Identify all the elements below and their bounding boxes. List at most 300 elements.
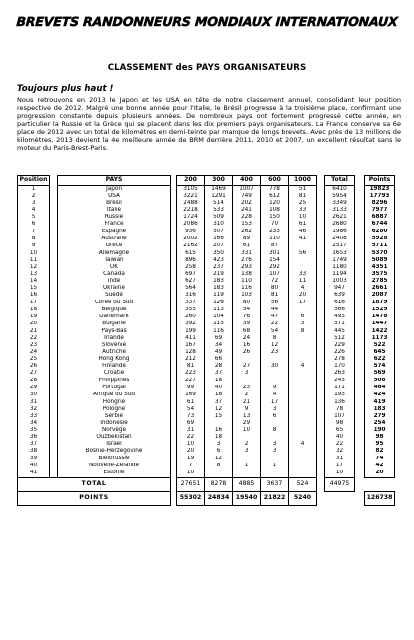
- cell-total: 170: [325, 363, 355, 370]
- cell-pays: Biélorussie: [58, 456, 171, 463]
- cell-1000: [289, 427, 317, 434]
- table-row: [18, 456, 395, 463]
- cell-total: 229: [325, 342, 355, 349]
- cell-total: 947: [325, 285, 355, 292]
- cell-300: 113: [205, 307, 233, 314]
- cell-300: 40: [205, 385, 233, 392]
- cell-1000: [289, 399, 317, 406]
- cell-position: 35: [18, 427, 50, 434]
- cell-total: 3133: [325, 207, 355, 214]
- cell-pays: Norvège: [58, 427, 171, 434]
- cell-position: 26: [18, 363, 50, 370]
- cell-300: 116: [205, 328, 233, 335]
- cell-600: 22: [261, 321, 289, 328]
- cell-600: 44: [261, 307, 289, 314]
- total-200: 27651: [177, 477, 205, 491]
- cell-total: 1749: [325, 257, 355, 264]
- cell-600: 80: [261, 285, 289, 292]
- cell-300: 126: [205, 300, 233, 307]
- points-400: 19540: [233, 491, 261, 505]
- cell-600: 12: [261, 342, 289, 349]
- cell-1000: [289, 243, 317, 250]
- table-row: [18, 328, 395, 335]
- cell-300: 69: [205, 335, 233, 342]
- cell-400: 3: [233, 370, 261, 377]
- cell-total: 1180: [325, 264, 355, 271]
- cell-points: 622: [365, 356, 395, 363]
- cell-300: 533: [205, 207, 233, 214]
- table-row: [18, 300, 395, 307]
- cell-400: 2: [233, 441, 261, 448]
- cell-200: 199: [177, 328, 205, 335]
- cell-pays: Suède: [58, 292, 171, 299]
- cell-400: 293: [233, 264, 261, 271]
- cell-1000: 8: [289, 328, 317, 335]
- cell-200: 227: [177, 378, 205, 385]
- cell-pays: Danemark: [58, 314, 171, 321]
- cell-position: 32: [18, 406, 50, 413]
- table-row: [18, 434, 395, 441]
- cell-points: 17793: [365, 193, 395, 200]
- cell-points: 5711: [365, 243, 395, 250]
- intro-paragraph: Nous retrouvons en 2013 le Japon et les USA en tête de notre classement annuel, consolidant leur position respective de 2012. Malgré une bonne année pour l'Italie, le Brésil progresse à la troisième place, confirmant une progression constante depuis plusieurs années. De nombreux pays ont fortement progressé cette année, en particulier la Russie et la Grèce qui se placent dans les dix premiers pays organisateurs. La France conserve sa 6e place de 2012 avec un total de kilomètres en demi-teinte par manque de longs brevets. Avec près de 13 millions de kilomètres, 2013 devient la 4e meilleure année de BRM derrière 2011, 2010 et 2007, un excellent résultat sans le moteur du Paris-Brest-Paris.: [17, 96, 401, 153]
- cell-1000: 11: [289, 278, 317, 285]
- cell-1000: [289, 470, 317, 478]
- cell-pays: Espagne: [58, 229, 171, 236]
- cell-total: 278: [325, 356, 355, 363]
- cell-400: [233, 356, 261, 363]
- cell-300: 104: [205, 314, 233, 321]
- cell-300: 15: [205, 413, 233, 420]
- cell-1000: [289, 370, 317, 377]
- section-heading: Toujours plus haut !: [17, 84, 114, 94]
- cell-600: 70: [261, 221, 289, 228]
- cell-600: 9: [261, 385, 289, 392]
- cell-total: 171: [325, 385, 355, 392]
- cell-600: 4: [261, 392, 289, 399]
- cell-pays: Hong Kong: [58, 356, 171, 363]
- cell-points: 42: [365, 463, 395, 470]
- cell-points: 645: [365, 349, 395, 356]
- cell-400: 9: [233, 406, 261, 413]
- cell-200: 7: [177, 463, 205, 470]
- total-600: 3637: [261, 477, 289, 491]
- cell-300: 6: [205, 448, 233, 455]
- cell-pays: Irlande: [58, 335, 171, 342]
- cell-300: 18: [205, 392, 233, 399]
- cell-600: [261, 356, 289, 363]
- cell-pays: Belgique: [58, 307, 171, 314]
- cell-position: 21: [18, 328, 50, 335]
- ranking-table: [17, 175, 395, 506]
- cell-1000: 33: [289, 207, 317, 214]
- cell-600: 47: [261, 314, 289, 321]
- table-row: [18, 285, 395, 292]
- cell-position: 31: [18, 399, 50, 406]
- cell-points: 424: [365, 392, 395, 399]
- cell-400: 3: [233, 448, 261, 455]
- cell-total: 107: [325, 413, 355, 420]
- cell-300: 34: [205, 342, 233, 349]
- total-total: 44975: [325, 477, 355, 491]
- cell-400: 138: [233, 271, 261, 278]
- cell-points: 419: [365, 399, 395, 406]
- cell-600: 778: [261, 186, 289, 194]
- cell-1000: [289, 342, 317, 349]
- cell-400: 39: [233, 321, 261, 328]
- table-row: [18, 420, 395, 427]
- cell-200: 223: [177, 370, 205, 377]
- page-subtitle: CLASSEMENT des PAYS ORGANISATEURS: [107, 63, 307, 73]
- cell-position: 9: [18, 243, 50, 250]
- cell-600: 235: [261, 229, 289, 236]
- cell-400: 1007: [233, 186, 261, 194]
- points-row: [18, 491, 395, 505]
- header-200: 200: [177, 176, 205, 186]
- cell-1000: 4: [289, 441, 317, 448]
- cell-600: 3: [261, 406, 289, 413]
- cell-300: 18: [205, 378, 233, 385]
- cell-1000: [289, 406, 317, 413]
- cell-total: 65: [325, 427, 355, 434]
- points-200: 55302: [177, 491, 205, 505]
- cell-300: 12: [205, 406, 233, 413]
- cell-300: 49: [205, 349, 233, 356]
- cell-600: 110: [261, 236, 289, 243]
- cell-300: [205, 420, 233, 427]
- cell-300: 183: [205, 285, 233, 292]
- cell-position: 33: [18, 413, 50, 420]
- cell-pays: Grèce: [58, 243, 171, 250]
- cell-400: 26: [233, 349, 261, 356]
- points-300: 24834: [205, 491, 233, 505]
- cell-200: 1724: [177, 214, 205, 221]
- header-300: 300: [205, 176, 233, 186]
- cell-pays: Estonie: [58, 470, 171, 478]
- cell-pays: Finlande: [58, 363, 171, 370]
- cell-1000: [289, 463, 317, 470]
- cell-200: 10: [177, 441, 205, 448]
- cell-position: 2: [18, 193, 50, 200]
- cell-position: 20: [18, 321, 50, 328]
- cell-400: 27: [233, 363, 261, 370]
- cell-1000: [289, 356, 317, 363]
- table-row: [18, 399, 395, 406]
- cell-400: [233, 470, 261, 478]
- cell-1000: [289, 257, 317, 264]
- cell-600: 292: [261, 264, 289, 271]
- cell-1000: 81: [289, 193, 317, 200]
- cell-300: 12: [205, 456, 233, 463]
- cell-200: 260: [177, 314, 205, 321]
- cell-400: 23: [233, 385, 261, 392]
- cell-600: 108: [261, 207, 289, 214]
- cell-pays: Canada: [58, 271, 171, 278]
- total-label: TOTAL: [18, 477, 171, 491]
- cell-position: 13: [18, 271, 50, 278]
- table-row: [18, 349, 395, 356]
- cell-total: 136: [325, 399, 355, 406]
- table-row: [18, 370, 395, 377]
- cell-points: 1447: [365, 321, 395, 328]
- table-row: [18, 378, 395, 385]
- cell-total: 263: [325, 370, 355, 377]
- cell-1000: [289, 307, 317, 314]
- cell-400: 202: [233, 200, 261, 207]
- cell-pays: Pays-Bas: [58, 328, 171, 335]
- cell-points: 2785: [365, 278, 395, 285]
- cell-600: [261, 434, 289, 441]
- cell-200: 19: [177, 456, 205, 463]
- table-row: [18, 321, 395, 328]
- cell-position: 23: [18, 342, 50, 349]
- cell-200: 2002: [177, 236, 205, 243]
- cell-300: 28: [205, 363, 233, 370]
- table-row: [18, 264, 395, 271]
- cell-points: 279: [365, 413, 395, 420]
- cell-1000: 33: [289, 271, 317, 278]
- table-row: [18, 229, 395, 236]
- table-row: [18, 441, 395, 448]
- cell-400: [233, 378, 261, 385]
- points-1000: 5240: [289, 491, 317, 505]
- cell-pays: Inde: [58, 278, 171, 285]
- table-row: [18, 427, 395, 434]
- cell-1000: 51: [289, 186, 317, 194]
- cell-600: [261, 420, 289, 427]
- cell-position: 7: [18, 229, 50, 236]
- cell-1000: [289, 385, 317, 392]
- cell-pays: Indonésie: [58, 420, 171, 427]
- cell-200: 69: [177, 420, 205, 427]
- cell-200: 392: [177, 321, 205, 328]
- cell-points: 5089: [365, 257, 395, 264]
- cell-1000: 6: [289, 314, 317, 321]
- cell-total: 40: [325, 434, 355, 441]
- cell-pays: Serbie: [58, 413, 171, 420]
- cell-200: 564: [177, 285, 205, 292]
- cell-pays: Australie: [58, 236, 171, 243]
- cell-total: 17: [325, 463, 355, 470]
- table-row: [18, 413, 395, 420]
- cell-pays: Slovénie: [58, 342, 171, 349]
- header-points: Points: [365, 176, 395, 186]
- cell-600: 87: [261, 243, 289, 250]
- cell-points: 508: [365, 378, 395, 385]
- cell-points: 98: [365, 434, 395, 441]
- cell-200: 22: [177, 434, 205, 441]
- table-row: [18, 356, 395, 363]
- cell-total: 445: [325, 328, 355, 335]
- cell-total: 1986: [325, 229, 355, 236]
- cell-position: 4: [18, 207, 50, 214]
- cell-200: 167: [177, 342, 205, 349]
- cell-pays: Ouzbékistan: [58, 434, 171, 441]
- cell-pays: Hongrie: [58, 399, 171, 406]
- cell-position: 12: [18, 264, 50, 271]
- cell-position: 27: [18, 370, 50, 377]
- cell-position: 37: [18, 441, 50, 448]
- cell-300: 350: [205, 250, 233, 257]
- cell-300: 3: [205, 441, 233, 448]
- cell-300: [205, 470, 233, 478]
- cell-300: 37: [205, 399, 233, 406]
- cell-400: 10: [233, 427, 261, 434]
- table-row: [18, 200, 395, 207]
- cell-1000: 46: [289, 229, 317, 236]
- cell-200: 896: [177, 257, 205, 264]
- cell-points: 522: [365, 342, 395, 349]
- cell-400: 1: [233, 463, 261, 470]
- cell-200: 936: [177, 229, 205, 236]
- cell-400: 331: [233, 250, 261, 257]
- cell-position: 11: [18, 257, 50, 264]
- table-row: [18, 257, 395, 264]
- cell-pays: Brésil: [58, 200, 171, 207]
- cell-points: 20: [365, 470, 395, 478]
- cell-600: 6: [261, 413, 289, 420]
- table-row: [18, 406, 395, 413]
- cell-200: 128: [177, 349, 205, 356]
- cell-total: 571: [325, 321, 355, 328]
- points-total: 126738: [365, 491, 395, 505]
- points-label: POINTS: [18, 491, 171, 505]
- cell-400: 749: [233, 193, 261, 200]
- cell-total: 2680: [325, 221, 355, 228]
- cell-points: 190: [365, 427, 395, 434]
- cell-1000: 4: [289, 363, 317, 370]
- cell-points: 3575: [365, 271, 395, 278]
- cell-600: 72: [261, 278, 289, 285]
- cell-200: 2162: [177, 243, 205, 250]
- cell-1000: [289, 349, 317, 356]
- cell-400: 153: [233, 221, 261, 228]
- cell-position: 14: [18, 278, 50, 285]
- cell-points: 6887: [365, 214, 395, 221]
- cell-300: 18: [205, 434, 233, 441]
- cell-1000: [289, 420, 317, 427]
- cell-200: 615: [177, 250, 205, 257]
- header-position: Position: [18, 176, 50, 186]
- table-row: [18, 335, 395, 342]
- table-header-row: [18, 176, 395, 186]
- cell-pays: Bulgarie: [58, 321, 171, 328]
- cell-total: 1194: [325, 271, 355, 278]
- cell-600: [261, 456, 289, 463]
- total-1000: 524: [289, 477, 317, 491]
- cell-points: 6280: [365, 229, 395, 236]
- cell-points: 6744: [365, 221, 395, 228]
- cell-pays: Nouvelle-Zélande: [58, 463, 171, 470]
- cell-total: 639: [325, 292, 355, 299]
- table-row: [18, 342, 395, 349]
- cell-position: 8: [18, 236, 50, 243]
- cell-400: 241: [233, 207, 261, 214]
- table-row: [18, 448, 395, 455]
- cell-600: 301: [261, 250, 289, 257]
- cell-400: 54: [233, 307, 261, 314]
- cell-400: 76: [233, 314, 261, 321]
- header-1000: 1000: [289, 176, 317, 186]
- cell-200: 169: [177, 392, 205, 399]
- cell-200: 355: [177, 307, 205, 314]
- cell-300: 310: [205, 221, 233, 228]
- cell-pays: Philippines: [58, 378, 171, 385]
- cell-400: 116: [233, 285, 261, 292]
- table-row: [18, 221, 395, 228]
- cell-600: [261, 370, 289, 377]
- cell-pays: Ukraine: [58, 285, 171, 292]
- cell-position: 28: [18, 378, 50, 385]
- cell-total: 226: [325, 349, 355, 356]
- cell-points: 183: [365, 406, 395, 413]
- cell-400: 276: [233, 257, 261, 264]
- cell-1000: [289, 264, 317, 271]
- cell-points: 5928: [365, 236, 395, 243]
- cell-600: 150: [261, 214, 289, 221]
- table-row: [18, 392, 395, 399]
- cell-position: 17: [18, 300, 50, 307]
- cell-200: 73: [177, 413, 205, 420]
- cell-200: 3105: [177, 186, 205, 194]
- banner-title: BREVETS RANDONNEURS MONDIAUX INTERNATIONAUX: [15, 14, 399, 29]
- cell-pays: France: [58, 221, 171, 228]
- table-row: [18, 278, 395, 285]
- cell-total: 493: [325, 314, 355, 321]
- cell-pays: Pologne: [58, 406, 171, 413]
- table-row: [18, 193, 395, 200]
- cell-position: 10: [18, 250, 50, 257]
- cell-total: 32: [325, 448, 355, 455]
- cell-total: 2621: [325, 214, 355, 221]
- cell-200: 2488: [177, 200, 205, 207]
- cell-points: 7977: [365, 207, 395, 214]
- cell-400: 13: [233, 413, 261, 420]
- cell-pays: Corée du Sud: [58, 300, 171, 307]
- header-400: 400: [233, 176, 261, 186]
- total-300: 8278: [205, 477, 233, 491]
- cell-600: 107: [261, 271, 289, 278]
- cell-300: 183: [205, 278, 233, 285]
- table-row: [18, 250, 395, 257]
- cell-300: 1291: [205, 193, 233, 200]
- cell-pays: Russie: [58, 214, 171, 221]
- cell-300: 207: [205, 243, 233, 250]
- cell-400: 16: [233, 342, 261, 349]
- cell-position: 29: [18, 385, 50, 392]
- cell-total: 245: [325, 378, 355, 385]
- cell-position: 6: [18, 221, 50, 228]
- cell-200: 2086: [177, 221, 205, 228]
- cell-1000: [289, 434, 317, 441]
- cell-600: 120: [261, 200, 289, 207]
- cell-400: 228: [233, 214, 261, 221]
- cell-300: 16: [205, 427, 233, 434]
- cell-points: 569: [365, 370, 395, 377]
- cell-points: 5370: [365, 250, 395, 257]
- cell-400: 80: [233, 300, 261, 307]
- cell-pays: Allemagne: [58, 250, 171, 257]
- cell-400: [233, 456, 261, 463]
- cell-1000: [289, 413, 317, 420]
- cell-pays: Portugal: [58, 385, 171, 392]
- table-row: [18, 307, 395, 314]
- cell-600: 3: [261, 448, 289, 455]
- header-pays: PAYS: [58, 176, 171, 186]
- cell-points: 1478: [365, 314, 395, 321]
- cell-total: 566: [325, 307, 355, 314]
- cell-pays: Israël: [58, 441, 171, 448]
